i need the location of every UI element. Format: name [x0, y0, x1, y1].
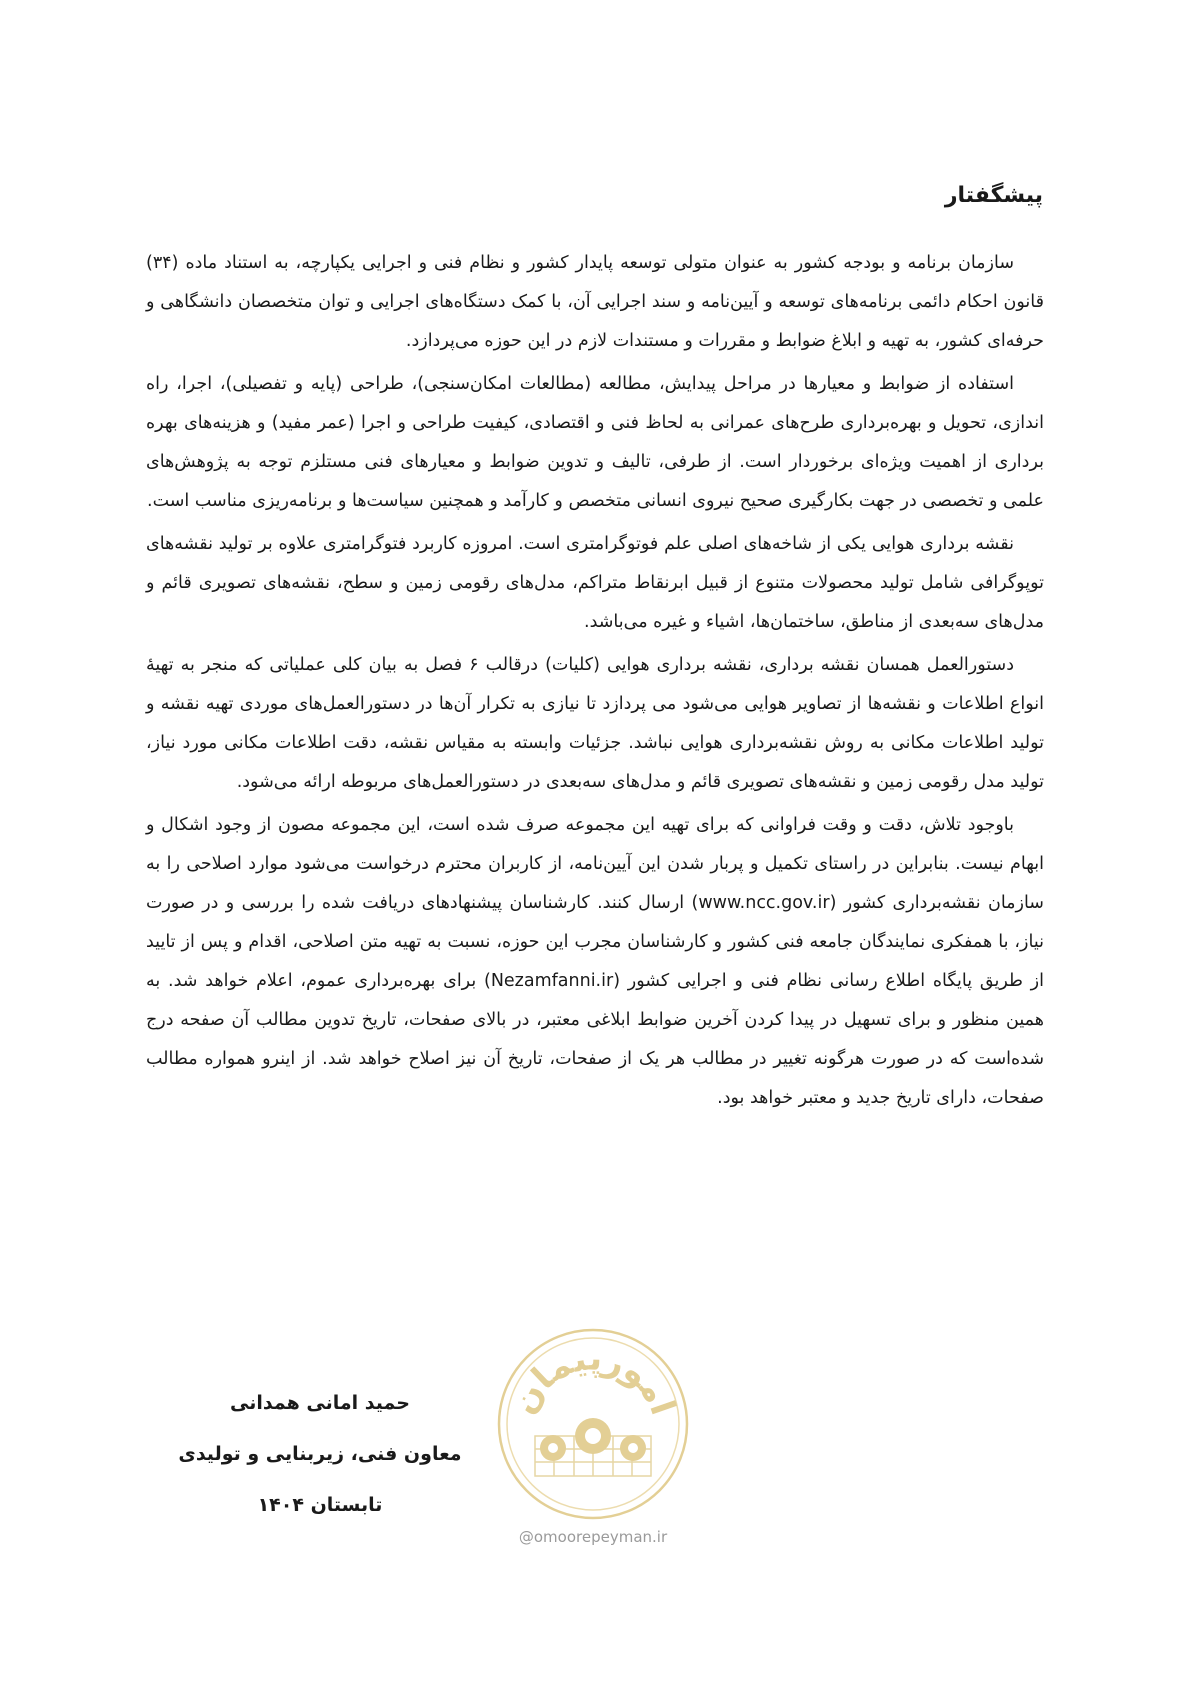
paragraph-5: باوجود تلاش، دقت و وقت فراوانی که برای تهیه این مجموعه صرف شده است، این مجموعه مصون از وجود اشکال و ابهام نیست. بنابراین در راستای تکمیل و پربار شدن این آیین‌نامه، از کاربران محترم درخواست می‌شود موارد اصلاحی را به سازمان نقشه‌برداری کشور (www.ncc.gov.ir) ارسال کنند. کارشناسان پیشنهادهای دریافت شده را بررسی و در صورت نیاز، با همفکری نمایندگان جامعه فنی کشور و کارشناسان مجرب این حوزه، نسبت به تهیه متن اصلاحی، اقدام و پس از تایید از طریق پایگاه اطلاع رسانی نظام فنی و اجرایی کشور (Nezamfanni.ir) برای بهره‌برداری عموم، اعلام خواهد شد. به همین منظور و برای تسهیل در پیدا کردن آخرین ضوابط ابلاغی معتبر، در بالای صفحات، تاریخ تدوین مطالب آن صفحه درج شده‌است که در صورت هرگونه تغییر در مطالب هر یک از صفحات، تاریخ آن نیز اصلاح خواهد شد. از اینرو همواره مطالب صفحات، دارای تاریخ جدید و معتبر خواهد بود.: [146, 815, 1044, 1108]
watermark-caption: @omoorepeyman.ir: [518, 1528, 668, 1546]
signatory-position: معاون فنی، زیربنایی و تولیدی: [178, 1443, 462, 1465]
signature-date: تابستان ۱۴۰۴: [257, 1494, 383, 1516]
seal-icon: [493, 1324, 693, 1524]
paragraph-1: سازمان برنامه و بودجه کشور به عنوان متولی توسعه پایدار کشور و نظام فنی و اجرایی یکپارچه، به استناد ماده (۳۴) قانون احکام دائمی برنامه‌های توسعه و آیین‌نامه و سند اجرایی آن، با کمک دستگاه‌های اجرایی و توان متخصصان دانشگاهی و حرفه‌ای کشور، به تهیه و ابلاغ ضوابط و مقررات و مستندات لازم در این حوزه می‌پردازد.: [146, 253, 1044, 351]
page-title: پیشگفتار: [944, 183, 1043, 208]
seal-text: امورپیمان: [503, 1338, 683, 1421]
paragraph-2: استفاده از ضوابط و معیارها در مراحل پیدایش، مطالعه (مطالعات امکان‌سنجی)، طراحی (پایه و تفصیلی)، اجرا، راه اندازی، تحویل و بهره‌برداری طرح‌های عمرانی به لحاظ فنی و اقتصادی، کیفیت طراحی و اجرا (عمر مفید) و هزینه‌های بهره برداری از اهمیت ویژه‌ای برخوردار است. از طرفی، تالیف و تدوین ضوابط و معیارهای فنی مستلزم توجه به پژوهش‌های علمی و تخصصی در جهت بکارگیری صحیح نیروی انسانی متخصص و کارآمد و همچنین سیاست‌ها و برنامه‌ریزی مناسب است.: [146, 374, 1044, 511]
signatory-name: حمید امانی همدانی: [230, 1392, 410, 1414]
body-text: [146, 244, 1044, 1122]
signature-block: [165, 1378, 475, 1531]
paragraph-4: دستورالعمل همسان نقشه برداری، نقشه برداری هوایی (کلیات) درقالب ۶ فصل به بیان کلی عملیاتی که منجر به تهیهٔ انواع اطلاعات و نقشه‌ها از تصاویر هوایی می‌شود می پردازد تا نیازی به تکرار آن‌ها در دستورالعمل‌های موردی تهیه نقشه و تولید اطلاعات مکانی به روش نقشه‌برداری هوایی نباشد. جزئیات وابسته به مقیاس نقشه، دقت اطلاعات مکانی مورد نیاز، تولید مدل رقومی زمین و نقشه‌های تصویری قائم و مدل‌های سه‌بعدی در دستورالعمل‌های مربوطه ارائه می‌شود.: [146, 655, 1044, 792]
watermark-seal: [493, 1324, 693, 1546]
paragraph-3: نقشه برداری هوایی یکی از شاخه‌های اصلی علم فوتوگرامتری است. امروزه کاربرد فتوگرامتری علاوه بر تولید نقشه‌های توپوگرافی شامل تولید محصولات متنوع از قبیل ابرنقاط متراکم، مدل‌های رقومی زمین و سطح، نقشه‌های تصویری قائم و مدل‌های سه‌بعدی از مناطق، ساختمان‌ها، اشیاء و غیره می‌باشد.: [146, 534, 1044, 632]
